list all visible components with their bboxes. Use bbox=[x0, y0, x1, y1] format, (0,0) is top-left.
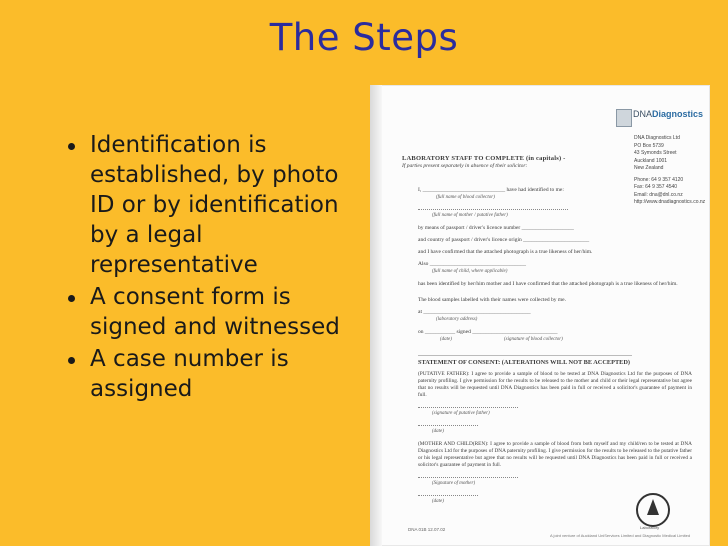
scanned-consent-form bbox=[370, 85, 710, 546]
company-address bbox=[634, 135, 710, 207]
address-line: 43 Symonds Street bbox=[634, 150, 677, 156]
address-line: DNA Diagnostics Ltd bbox=[634, 135, 680, 141]
form-line: has been identified by her/him mother and I have confirmed that the attached photograph is a true likeness of her/him. bbox=[418, 281, 678, 287]
address-line: http://www.dnadiagnostics.co.nz bbox=[634, 199, 706, 205]
form-hint: (signature of putative father) bbox=[432, 411, 490, 416]
form-hint: (full name of mother / putative father) bbox=[432, 213, 508, 218]
form-line: Also ___________________________________ bbox=[418, 261, 527, 267]
form-hint: (Signature of mother) bbox=[432, 481, 476, 486]
form-line: I, ______________________________ have had identified to me: bbox=[418, 187, 564, 193]
address-line: New Zealand bbox=[634, 165, 664, 171]
laboratory-seal-icon bbox=[636, 493, 670, 527]
form-line: and I have confirmed that the attached photograph is a true likeness of her/him. bbox=[418, 249, 593, 255]
address-line: Auckland 1001 bbox=[634, 157, 668, 164]
form-rule bbox=[418, 209, 568, 210]
form-hint: (date) bbox=[432, 499, 444, 504]
form-heading: LABORATORY STAFF TO COMPLETE (in capitals) - bbox=[402, 155, 566, 162]
bullet-consent-form: A consent form is signed and witnessed bbox=[64, 282, 364, 342]
bullet-list bbox=[64, 130, 364, 406]
form-subheading: If parties present separately in absence of their solicitor: bbox=[402, 163, 528, 169]
signature-rule bbox=[418, 477, 518, 478]
signature-rule bbox=[418, 407, 518, 408]
address-line: Fax: 64 9 357 4540 bbox=[634, 184, 678, 190]
logo-prefix: DNA bbox=[633, 109, 653, 119]
section-divider bbox=[418, 355, 632, 356]
form-hint: (full name of child, where applicable) bbox=[432, 269, 508, 274]
form-hint: (full name of blood collector) bbox=[436, 195, 495, 200]
address-line: PO Box 5739 bbox=[634, 142, 664, 149]
form-line: The blood samples labelled with their names were collected by me. bbox=[418, 297, 566, 303]
putative-father-statement: (PUTATIVE FATHER): I agree to provide a sample of blood to be tested at DNA Diagnostics Ltd for the purposes of DNA paternity profiling. I give permission for the results to be released to the mother and child or their legal representative but agree that no results will be requested until DNA Diagnostics has been paid in full or received a solicitor's guarantee of payment in full. bbox=[418, 371, 692, 398]
form-line: and country of passport / driver's licence origin ________________________ bbox=[418, 237, 590, 243]
date-rule bbox=[418, 425, 478, 426]
form-line: on ___________ signed _______________________________ bbox=[418, 329, 558, 335]
document-footer: A joint venture of Auckland UniServices Limited and Diagnostic Medical Limited bbox=[550, 533, 691, 538]
form-hint: (date) bbox=[432, 429, 444, 434]
bullet-case-number: A case number is assigned bbox=[64, 344, 364, 404]
dna-diagnostics-logo bbox=[616, 107, 704, 129]
form-line: by means of passport / driver's licence number ___________________ bbox=[418, 225, 574, 231]
address-line: Phone: 64 9 357 4120 bbox=[634, 176, 684, 183]
seal-label: Laboratory bbox=[640, 525, 660, 530]
consent-heading: STATEMENT OF CONSENT: (ALTERATIONS WILL NOT BE ACCEPTED) bbox=[418, 359, 630, 366]
form-code: DNA 01B 12.07.02 bbox=[408, 527, 446, 532]
bullet-identification: Identification is established, by photo ID or by identification by a legal representative bbox=[64, 130, 364, 280]
slide-title: The Steps bbox=[269, 16, 459, 59]
form-hint: (laboratory address) bbox=[436, 317, 478, 322]
mother-child-statement: (MOTHER AND CHILD(REN): I agree to provide a sample of blood from both myself and my child/ren to be tested at DNA Diagnostics Ltd for the purposes of DNA paternity profiling. I give permission for the results to be released to the putative father or his legal representative but agree that no results will be requested until DNA Diagnostics has been paid in full or received a solicitor's guarantee of payment in full. bbox=[418, 441, 692, 468]
logo-name: Diagnostics bbox=[652, 109, 704, 119]
form-hint: (date) bbox=[440, 337, 452, 342]
form-hint: (signature of blood collector) bbox=[504, 337, 563, 342]
logo-mark-icon bbox=[616, 109, 632, 127]
form-line: at _______________________________________ bbox=[418, 309, 531, 315]
date-rule bbox=[418, 495, 478, 496]
scan-edge-shadow bbox=[370, 85, 382, 546]
address-line: Email: dna@dnl.co.nz bbox=[634, 191, 683, 198]
